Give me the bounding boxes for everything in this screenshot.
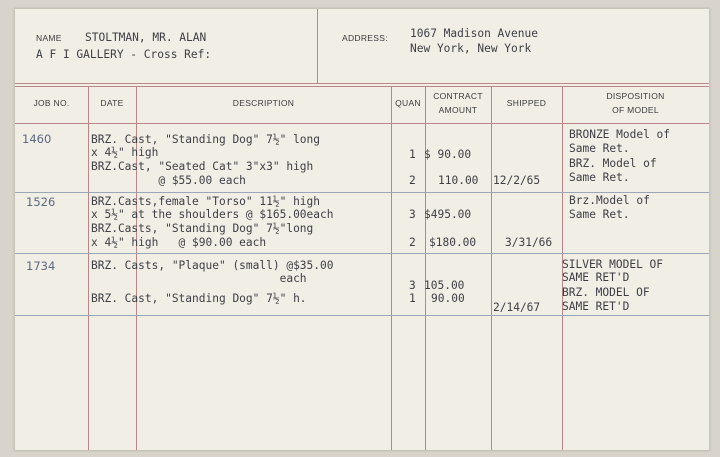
entry-1-disposition: BRONZE Model of [569, 128, 671, 141]
entry-3-job-no: 1734 [26, 259, 56, 273]
address-line-1: 1067 Madison Avenue [410, 27, 538, 40]
entry-2-job-no: 1526 [26, 195, 56, 209]
record-card [14, 8, 710, 451]
col-shipped: SHIPPED [506, 98, 547, 108]
client-name: STOLTMAN, MR. ALAN [85, 31, 207, 44]
col-description: DESCRIPTION [232, 98, 295, 108]
entry-1-disposition: Same Ret. [569, 142, 630, 155]
entry-2-desc-line: BRZ.Casts, "Standing Dog" 7½"long [91, 222, 314, 235]
entry-1-quan: 1 [409, 148, 416, 161]
entry-1-amount: 110.00 [438, 174, 479, 187]
row-separator-2 [15, 253, 709, 254]
entry-3-quan: 3 [409, 279, 416, 292]
entry-1-amount: $ 90.00 [424, 148, 472, 161]
entry-3-disposition: SAME RET'D [562, 300, 630, 313]
header-divider-vertical [317, 9, 318, 83]
entry-1-desc-line: BRZ.Cast, "Seated Cat" 3"x3" high [91, 160, 314, 173]
divider-amount-shipped [491, 87, 492, 450]
divider-desc-quan [391, 87, 392, 450]
entry-3-desc-line: each [91, 272, 307, 285]
entry-2-desc-line: x 5½" at the shoulders @ $165.00each [91, 208, 334, 221]
header-rule-bottom [15, 86, 709, 87]
entry-3-amount: 90.00 [431, 292, 465, 305]
header-rule-top [15, 83, 709, 84]
col-date: DATE [100, 98, 124, 108]
entry-1-desc-line: x 4½" high [91, 146, 159, 159]
entry-2-desc-line: x 4½" high @ $90.00 each [91, 236, 267, 249]
entry-1-job-no: 1460 [22, 132, 52, 146]
entry-1-desc-line: BRZ. Cast, "Standing Dog" 7½" long [91, 133, 321, 146]
row-separator-1 [15, 192, 709, 193]
entry-2-quan: 2 [409, 236, 416, 249]
divider-quan-amount [425, 87, 426, 450]
name-label: NAME [36, 33, 62, 43]
column-header-rule [15, 123, 709, 124]
entry-3-disposition: SILVER MODEL OF [562, 258, 664, 271]
col-job-no: JOB NO. [33, 98, 70, 108]
entry-2-quan: 3 [409, 208, 416, 221]
entry-3-shipped: 2/14/67 [493, 301, 541, 314]
col-disposition: DISPOSITION [606, 91, 665, 101]
col-amount: AMOUNT [438, 105, 478, 115]
col-contract: CONTRACT [433, 91, 483, 101]
entry-2-disposition: Same Ret. [569, 208, 630, 221]
col-of-model: OF MODEL [612, 105, 659, 115]
address-label: ADDRESS: [342, 33, 388, 43]
entry-3-desc-line: BRZ. Casts, "Plaque" (small) @$35.00 [91, 259, 334, 272]
entry-3-disposition: BRZ. MODEL OF [562, 286, 650, 299]
address-line-2: New York, New York [410, 42, 532, 55]
entry-2-amount: $180.00 [429, 236, 477, 249]
entry-1-shipped: 12/2/65 [493, 174, 541, 187]
entry-2-amount: $495.00 [424, 208, 472, 221]
entry-2-desc-line: BRZ.Casts,female "Torso" 11½" high [91, 195, 321, 208]
entry-3-desc-line: BRZ. Cast, "Standing Dog" 7½" h. [91, 292, 307, 305]
entry-1-disposition: Same Ret. [569, 171, 630, 184]
entry-2-disposition: Brz.Model of [569, 194, 650, 207]
entry-3-quan: 1 [409, 292, 416, 305]
entry-3-amount: 105.00 [424, 279, 465, 292]
row-separator-3 [15, 315, 709, 316]
divider-job-date [88, 87, 89, 450]
entry-1-disposition: BRZ. Model of [569, 157, 657, 170]
entry-1-desc-line: @ $55.00 each [91, 174, 246, 187]
entry-1-quan: 2 [409, 174, 416, 187]
entry-3-disposition: SAME RET'D [562, 271, 630, 284]
entry-2-shipped: 3/31/66 [505, 236, 553, 249]
col-quan: QUAN [395, 98, 421, 108]
gallery-cross-ref: A F I GALLERY - Cross Ref: [36, 48, 212, 61]
